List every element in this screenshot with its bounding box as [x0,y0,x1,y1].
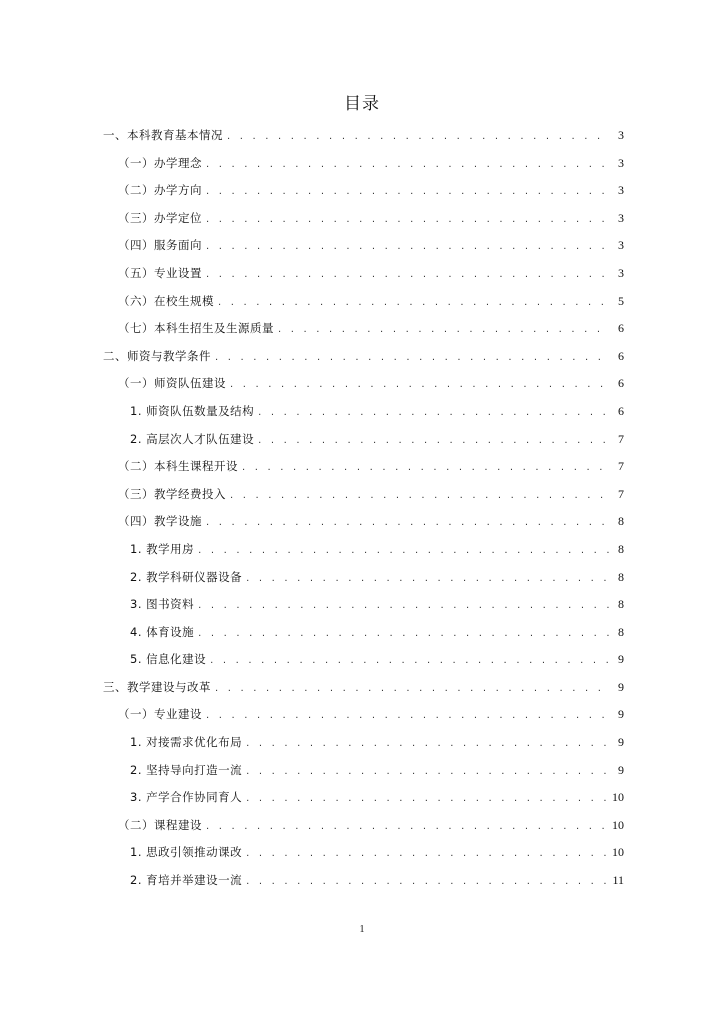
toc-entry[interactable] [0,177,724,205]
toc-entry[interactable] [0,481,724,509]
dot-leader [206,151,610,179]
toc-entry-label: 一、本科教育基本情况 [103,128,223,142]
toc-entry-label: （二）本科生课程开设 [118,459,238,474]
toc-entry-page-number: 11 [612,873,624,888]
dot-leader [206,261,610,289]
toc-entry-page-number: 7 [618,459,624,474]
toc-entry[interactable] [0,867,724,895]
toc-entry[interactable] [0,591,724,619]
toc-entry-label: 1. 对接需求优化布局 [130,735,243,750]
dot-leader [278,316,610,344]
dot-leader [246,565,610,593]
toc-entry-label: （四）服务面向 [118,238,202,253]
dot-leader [215,675,610,703]
dot-leader [227,123,610,151]
toc-entry-label: 2. 坚持导向打造一流 [130,762,243,777]
toc-entry-page-number: 8 [618,541,624,556]
toc-entry-page-number: 3 [618,155,624,170]
dot-leader [246,758,610,786]
toc-entry-page-number: 3 [618,210,624,225]
toc-entry-page-number: 10 [612,817,624,832]
toc-list [0,122,724,895]
toc-entry-label: 4. 体育设施 [130,624,195,639]
dot-leader [218,289,610,317]
toc-entry-label: （一）专业建设 [118,707,202,722]
toc-entry-page-number: 9 [618,707,624,722]
toc-entry[interactable] [0,839,724,867]
toc-entry[interactable] [0,729,724,757]
toc-entry-label: （三）教学经费投入 [118,486,226,501]
toc-entry-label: 1. 教学用房 [130,541,195,556]
toc-entry[interactable] [0,646,724,674]
toc-entry-label: 3. 图书资料 [130,597,195,612]
toc-entry[interactable] [0,343,724,371]
toc-entry-page-number: 8 [618,624,624,639]
dot-leader [206,233,610,261]
dot-leader [206,813,608,841]
toc-entry-page-number: 3 [618,183,624,198]
toc-entry-page-number: 7 [618,486,624,501]
toc-entry-label: 2. 育培并举建设一流 [130,873,243,888]
toc-entry-label: （一）师资队伍建设 [118,376,226,391]
toc-entry-page-number: 6 [618,348,624,363]
toc-entry[interactable] [0,784,724,812]
dot-leader [210,647,610,675]
toc-entry[interactable] [0,757,724,785]
toc-entry-page-number: 8 [618,569,624,584]
toc-entry[interactable] [0,536,724,564]
toc-entry[interactable] [0,812,724,840]
dot-leader [242,454,610,482]
dot-leader [258,399,610,427]
toc-entry-label: （五）专业设置 [118,265,202,280]
toc-entry-page-number: 9 [618,762,624,777]
toc-entry[interactable] [0,508,724,536]
toc-entry[interactable] [0,205,724,233]
dot-leader [230,482,610,510]
toc-entry-label: （六）在校生规模 [118,293,214,308]
dot-leader [206,178,610,206]
dot-leader [206,702,610,730]
toc-entry-page-number: 3 [618,128,624,142]
dot-leader [198,620,610,648]
toc-entry-label: （二）办学方向 [118,183,202,198]
toc-entry-label: 2. 高层次人才队伍建设 [130,431,255,446]
toc-entry-page-number: 3 [618,265,624,280]
toc-entry-page-number: 9 [618,652,624,667]
toc-entry-page-number: 10 [612,790,624,805]
dot-leader [215,344,610,372]
toc-entry[interactable] [0,674,724,702]
toc-entry-label: （七）本科生招生及生源质量 [118,321,274,336]
toc-entry[interactable] [0,564,724,592]
dot-leader [246,730,610,758]
dot-leader [246,868,608,896]
toc-entry[interactable] [0,426,724,454]
toc-entry-page-number: 8 [618,514,624,529]
toc-entry-label: 1. 思政引领推动课改 [130,845,243,860]
toc-entry-label: （一）办学理念 [118,155,202,170]
toc-entry-page-number: 10 [612,845,624,860]
dot-leader [246,840,608,868]
toc-entry-label: 5. 信息化建设 [130,652,207,667]
toc-entry[interactable] [0,619,724,647]
toc-entry-page-number: 9 [618,735,624,750]
toc-entry-label: （三）办学定位 [118,210,202,225]
toc-entry-page-number: 3 [618,238,624,253]
dot-leader [206,509,610,537]
toc-entry[interactable] [0,260,724,288]
toc-entry-page-number: 9 [618,679,624,694]
toc-entry-label: 三、教学建设与改革 [103,679,211,694]
dot-leader [198,592,610,620]
toc-entry[interactable] [0,370,724,398]
toc-entry-label: 二、师资与教学条件 [103,348,211,363]
toc-title: 目录 [344,94,380,114]
dot-leader [198,537,610,565]
toc-entry[interactable] [0,453,724,481]
toc-entry-label: 3. 产学合作协同育人 [130,790,243,805]
dot-leader [246,785,608,813]
toc-entry-label: （四）教学设施 [118,514,202,529]
toc-entry-page-number: 7 [618,431,624,446]
toc-entry-page-number: 6 [618,376,624,391]
dot-leader [206,206,610,234]
toc-entry-page-number: 6 [618,403,624,418]
page-number: 1 [359,924,365,935]
toc-entry-page-number: 8 [618,597,624,612]
toc-entry-label: （二）课程建设 [118,817,202,832]
toc-entry-page-number: 6 [618,321,624,336]
toc-entry-label: 1. 师资队伍数量及结构 [130,403,255,418]
toc-entry[interactable] [0,315,724,343]
dot-leader [258,427,610,455]
toc-entry-page-number: 5 [618,293,624,308]
toc-entry[interactable] [0,398,724,426]
toc-entry[interactable] [0,701,724,729]
toc-entry[interactable] [0,122,724,150]
toc-entry[interactable] [0,150,724,178]
toc-entry[interactable] [0,288,724,316]
toc-entry-label: 2. 教学科研仪器设备 [130,569,243,584]
toc-entry[interactable] [0,232,724,260]
dot-leader [230,371,610,399]
